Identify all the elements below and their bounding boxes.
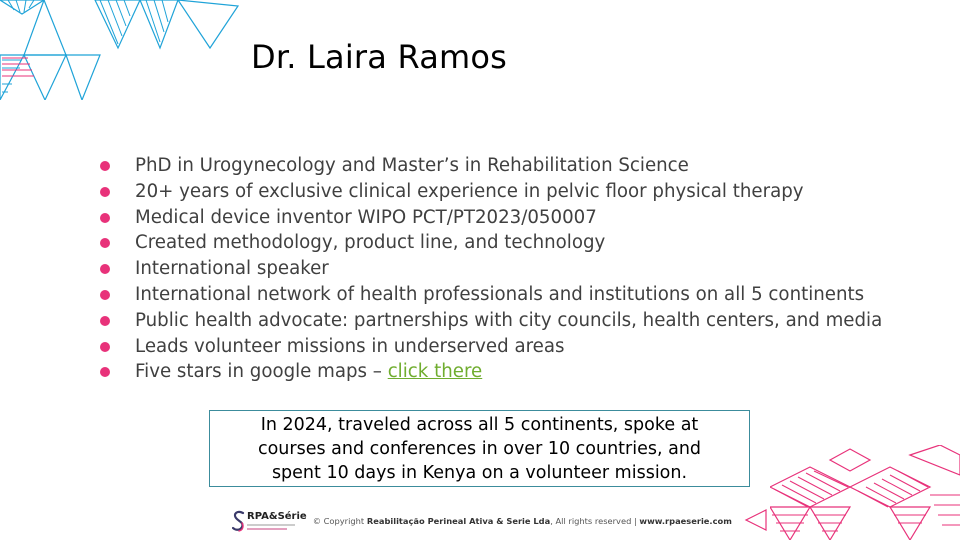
bullet-item-reviews <box>100 359 882 385</box>
copyright-text <box>313 516 732 526</box>
bullet-text: Medical device inventor WIPO PCT/PT2023/050007 <box>135 206 597 228</box>
logo-text: RPA&Série <box>247 511 307 522</box>
highlight-callout-box <box>209 410 750 487</box>
click-there-link[interactable]: click there <box>387 361 483 383</box>
bullet-dot-icon <box>100 161 110 171</box>
bullet-item <box>100 308 882 334</box>
bullet-item <box>100 256 882 282</box>
decorative-triangles-top-left <box>0 0 245 100</box>
company-name: Reabilitação Perineal Ativa & Serie Lda <box>366 516 551 526</box>
bullet-text: Leads volunteer missions in underserved areas <box>135 335 565 357</box>
bullet-text: Five stars in google maps – <box>135 361 388 383</box>
bullet-dot-icon <box>100 264 110 274</box>
logo-subline <box>247 528 287 530</box>
bullet-dot-icon <box>100 290 110 300</box>
triangle-outline-icon <box>744 508 768 532</box>
bullet-item <box>100 205 882 231</box>
bullet-dot-icon <box>100 367 110 377</box>
website-link[interactable]: www.rpaeserie.com <box>639 516 732 526</box>
bullet-dot-icon <box>100 342 110 352</box>
bullet-item <box>100 179 882 205</box>
bullet-text: International speaker <box>135 258 329 280</box>
decorative-triangles-bottom-right <box>770 445 960 540</box>
callout-text: In 2024, traveled across all 5 continents, spoke at courses and conferences in over 10 countries, and spent 10 days in Kenya on a volunteer mission. <box>257 414 702 483</box>
bullet-item <box>100 282 882 308</box>
bullet-list <box>100 153 882 385</box>
bullet-item <box>100 334 882 360</box>
bullet-text: International network of health professionals and institutions on all 5 continents <box>135 283 865 305</box>
bullet-text: 20+ years of exclusive clinical experience in pelvic floor physical therapy <box>135 180 804 202</box>
bullet-text: PhD in Urogynecology and Master’s in Rehabilitation Science <box>135 155 689 176</box>
bullet-item <box>100 230 882 256</box>
rights-text: , All rights reserved | <box>550 516 640 526</box>
bullet-dot-icon <box>100 316 110 326</box>
bullet-dot-icon <box>100 213 110 223</box>
bullet-item <box>100 153 882 179</box>
copyright-prefix: © Copyright <box>312 516 367 526</box>
logo-subline <box>247 524 295 526</box>
slide-title: Dr. Laira Ramos <box>251 38 508 76</box>
bullet-text: Public health advocate: partnerships with city councils, health centers, and media <box>135 309 883 331</box>
company-logo <box>232 509 307 533</box>
bullet-dot-icon <box>100 238 110 248</box>
bullet-dot-icon <box>100 187 110 197</box>
footer <box>232 509 732 533</box>
bullet-text: Created methodology, product line, and technology <box>135 232 606 254</box>
logo-s-icon <box>232 509 246 533</box>
